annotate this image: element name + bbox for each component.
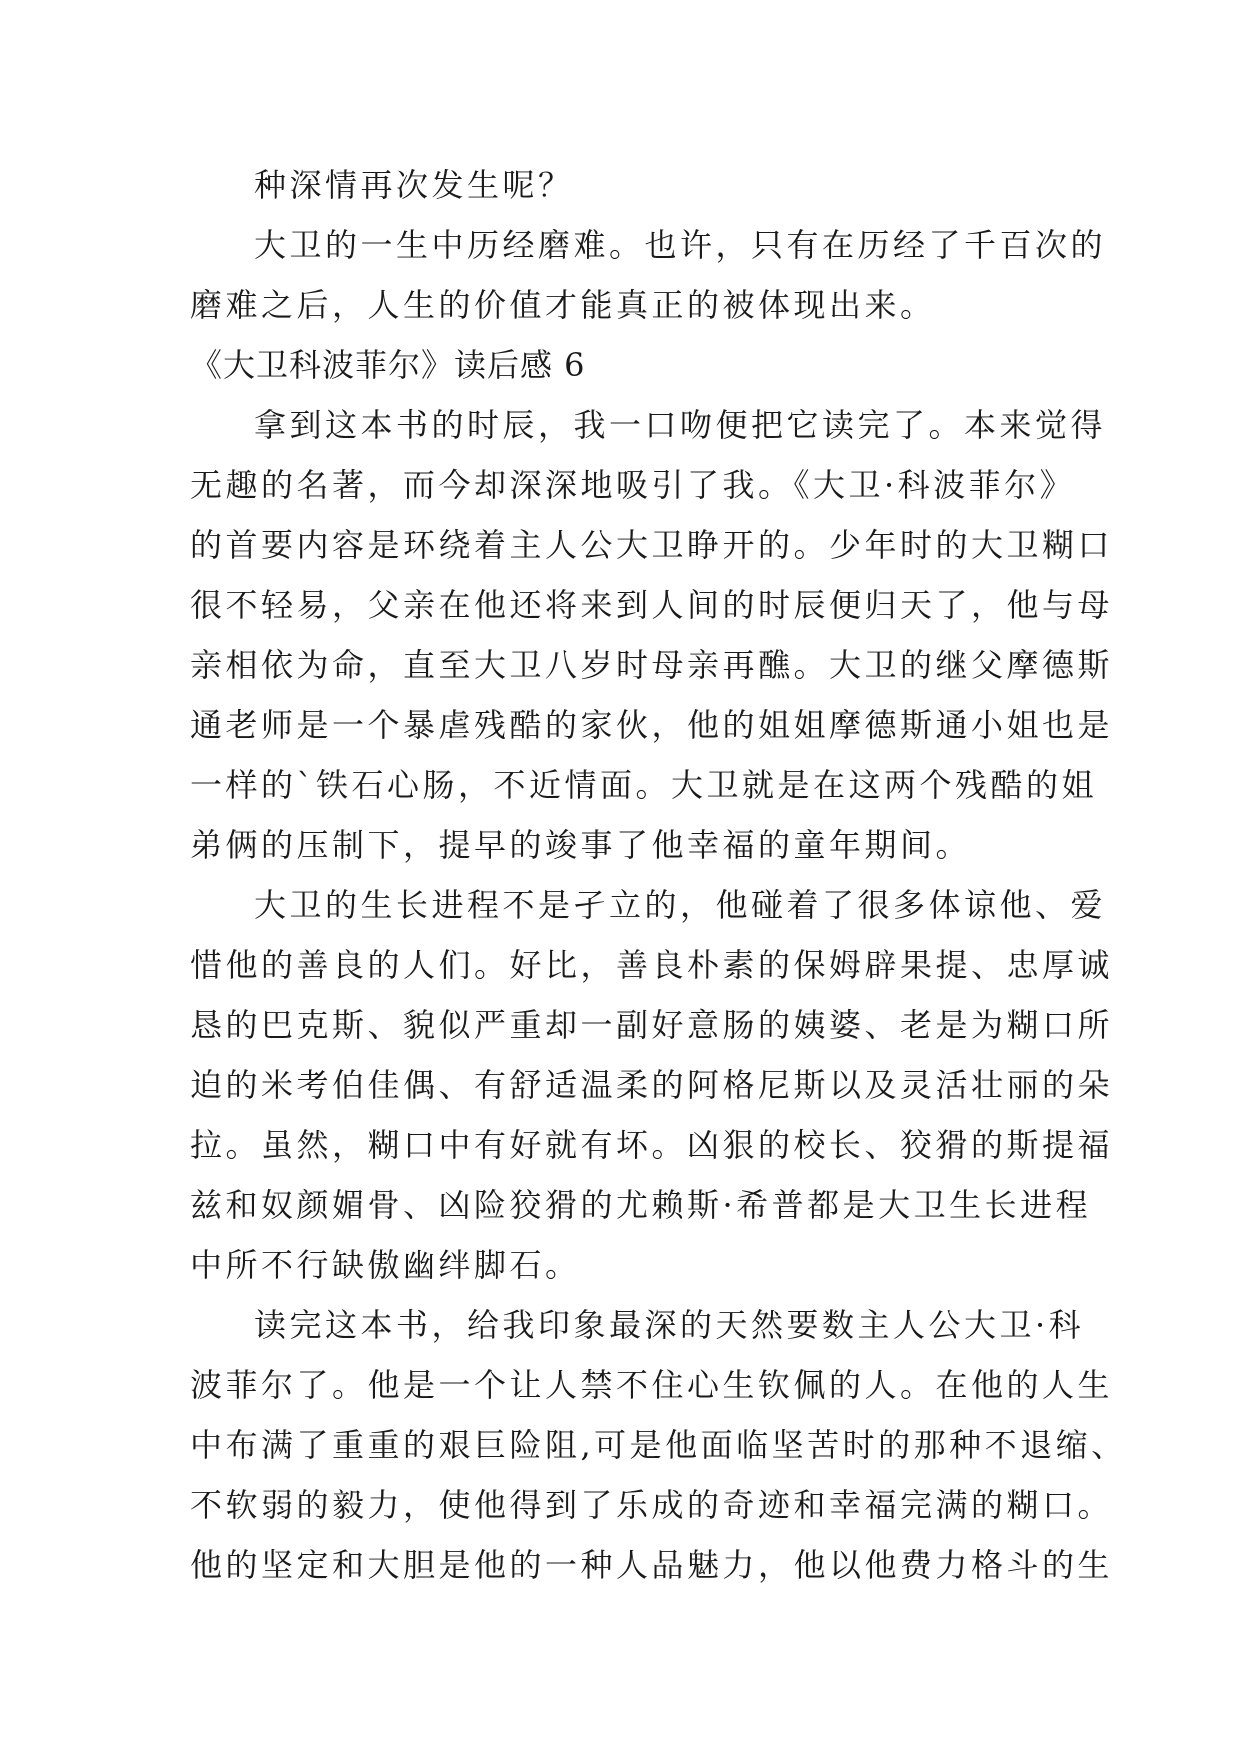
text-line: 拉。虽然，糊口中有好就有坏。凶狠的校长、狡猾的斯提福	[190, 1126, 1114, 1164]
text-line: 种深情再次发生呢？	[254, 166, 574, 204]
text-line: 拿到这本书的时辰，我一口吻便把它读完了。本来觉得	[254, 406, 1107, 444]
text-line: 他的坚定和大胆是他的一种人品魅力，他以他费力格斗的生	[190, 1546, 1114, 1584]
text-line: 弟俩的压制下，提早的竣事了他幸福的童年期间。	[190, 826, 972, 864]
text-line: 不软弱的毅力，使他得到了乐成的奇迹和幸福完满的糊口。	[190, 1486, 1114, 1524]
text-line: 中所不行缺傲幽绊脚石。	[190, 1246, 581, 1284]
text-line: 惜他的善良的人们。好比，善良朴素的保姆辟果提、忠厚诚	[190, 946, 1114, 984]
text-line: 兹和奴颜媚骨、凶险狡猾的尤赖斯·希普都是大卫生长进程	[190, 1186, 1092, 1224]
text-line: 读完这本书，给我印象最深的天然要数主人公大卫·科	[254, 1306, 1085, 1344]
text-line: 无趣的名著，而今却深深地吸引了我。《大卫·科波菲尔》	[190, 466, 1076, 504]
text-line: 中布满了重重的艰巨险阻,可是他面临坚苦时的那种不退缩、	[190, 1426, 1127, 1464]
text-line: 大卫的生长进程不是孑立的，他碰着了很多体谅他、爱	[254, 886, 1107, 924]
text-line: 磨难之后，人生的价值才能真正的被体现出来。	[190, 286, 936, 324]
text-line: 亲相依为命，直至大卫八岁时母亲再醮。大卫的继父摩德斯	[190, 646, 1114, 684]
section-heading: 《大卫科波菲尔》读后感 6	[190, 346, 586, 384]
text-line: 大卫的一生中历经磨难。也许，只有在历经了千百次的	[254, 226, 1107, 264]
text-line: 通老师是一个暴虐残酷的家伙，他的姐姐摩德斯通小姐也是	[190, 706, 1114, 744]
text-line: 一样的`铁石心肠，不近情面。大卫就是在这两个残酷的姐	[190, 766, 1098, 804]
text-line: 的首要内容是环绕着主人公大卫睁开的。少年时的大卫糊口	[190, 526, 1114, 564]
text-line: 迫的米考伯佳偶、有舒适温柔的阿格尼斯以及灵活壮丽的朵	[190, 1066, 1114, 1104]
text-line: 波菲尔了。他是一个让人禁不住心生钦佩的人。在他的人生	[190, 1366, 1114, 1404]
text-line: 恳的巴克斯、貌似严重却一副好意肠的姨婆、老是为糊口所	[190, 1006, 1114, 1044]
text-line: 很不轻易，父亲在他还将来到人间的时辰便归天了，他与母	[190, 586, 1114, 624]
document-body	[190, 155, 1127, 1595]
